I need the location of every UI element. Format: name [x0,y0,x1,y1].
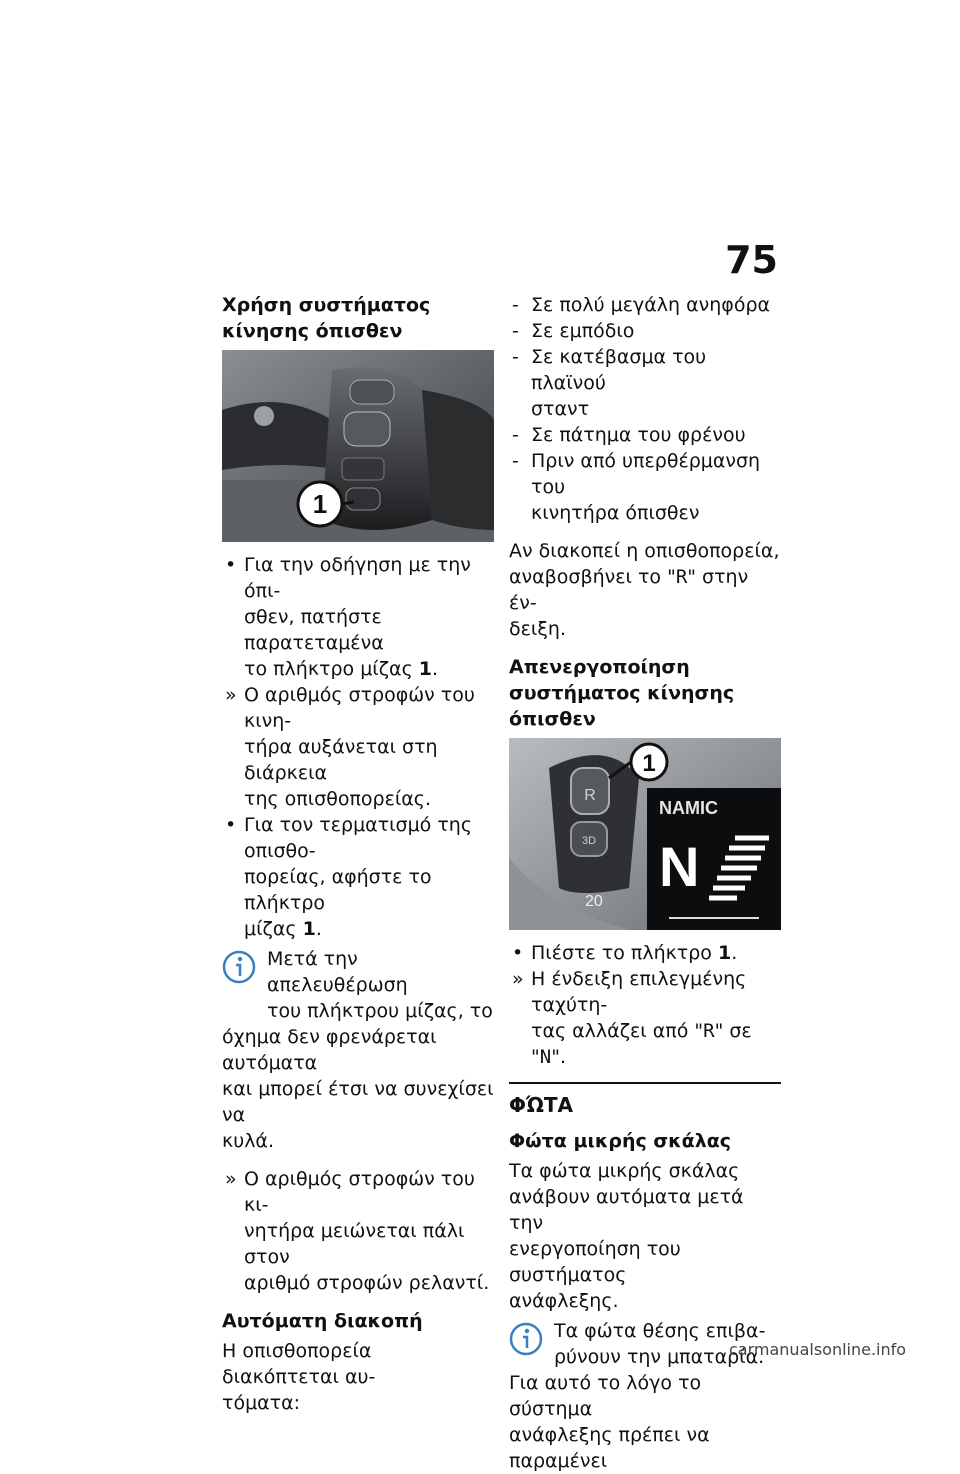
result-item: » Ο αριθμός στροφών του κι- νητήρα μειώνεται πάλι στον αριθμό στροφών ρελαντί. [225,1168,490,1294]
bullet-item: • Για τον τερματισμό της οπισθο- πορείας, αφήστε το πλήκτρο μίζας 1. [225,814,472,940]
paragraph: Αν διακοπεί η οπισθοπορεία, αναβοσβήνει το "R" στην έν- δειξη. [509,540,780,640]
svg-text:20: 20 [585,893,603,910]
svg-text:3D: 3D [581,835,597,847]
left-column [222,292,494,1416]
svg-text:R: R [584,787,596,804]
svg-text:NAMIC: NAMIC [659,798,718,818]
info-note: Μετά την απελευθέρωση του πλήκτρου μίζας, το όχημα δεν φρενάρεται αυτόματα και μπορεί έτσι να συνεχίσει να κυλά. [222,948,494,1152]
result-item: » Ο αριθμός στροφών του κινη- τήρα αυξάνεται στη διάρκεια της οπισθοπορείας. [225,684,475,810]
dash-item: - Σε εμπόδιο [512,320,635,342]
sub-heading-auto-stop: Αυτόματη διακοπή [222,1310,423,1332]
callout-1: 1 [642,750,656,777]
sub-heading-parking-lights: Φώτα μικρής σκάλας [509,1130,732,1152]
section-heading-disable: Απενεργοποίηση συστήματος κίνησης όπισθεν [509,656,735,730]
gear-indicator: N [659,835,700,898]
bullet-item: • Πιέστε το πλήκτρο 1. [512,942,738,964]
section-divider [509,1082,781,1084]
paragraph: Τα φώτα μικρής σκάλας ανάβουν αυτόματα μετά την ενεργοποίηση του συστήματος ανάφλεξης. [509,1160,744,1312]
info-note: Τα φώτα θέσης επιβα- ρύνουν την μπαταρία. [509,1318,781,1370]
dash-item: - Πριν από υπερθέρμανση του κινητήρα όπισθεν [512,450,761,524]
right-column [509,292,781,1474]
dash-item: - Σε πάτημα του φρένου [512,424,746,446]
footer-watermark: carmanualsonline.info [729,1340,907,1359]
info-icon [509,1322,543,1356]
paragraph: Η οπισθοπορεία διακόπτεται αυ- τόματα: [222,1340,376,1414]
dash-item: - Σε κατέβασμα του πλαϊνού σταντ [512,346,707,420]
handlebar-switch-photo [222,350,494,542]
page-number: 75 [725,238,778,282]
paragraph: Για αυτό το λόγο το σύστημα ανάφλεξης πρέπει να παραμένει [509,1372,710,1472]
bullet-item: • Για την οδήγηση με την όπι- σθεν, πατήστε παρατεταμένα το πλήκτρο μίζας 1. [225,554,471,680]
chapter-title: ΦΏΤΑ [509,1093,574,1117]
section-heading-reverse: Χρήση συστήματος κίνησης όπισθεν [222,294,431,342]
dash-item: - Σε πολύ μεγάλη ανηφόρα [512,294,771,316]
instrument-cluster-photo [509,738,781,930]
callout-1: 1 [312,489,328,519]
info-icon [222,950,256,984]
result-item: » Η ένδειξη επιλεγμένης ταχύτη- τας αλλάζει από "R" σε "N". [512,968,752,1068]
